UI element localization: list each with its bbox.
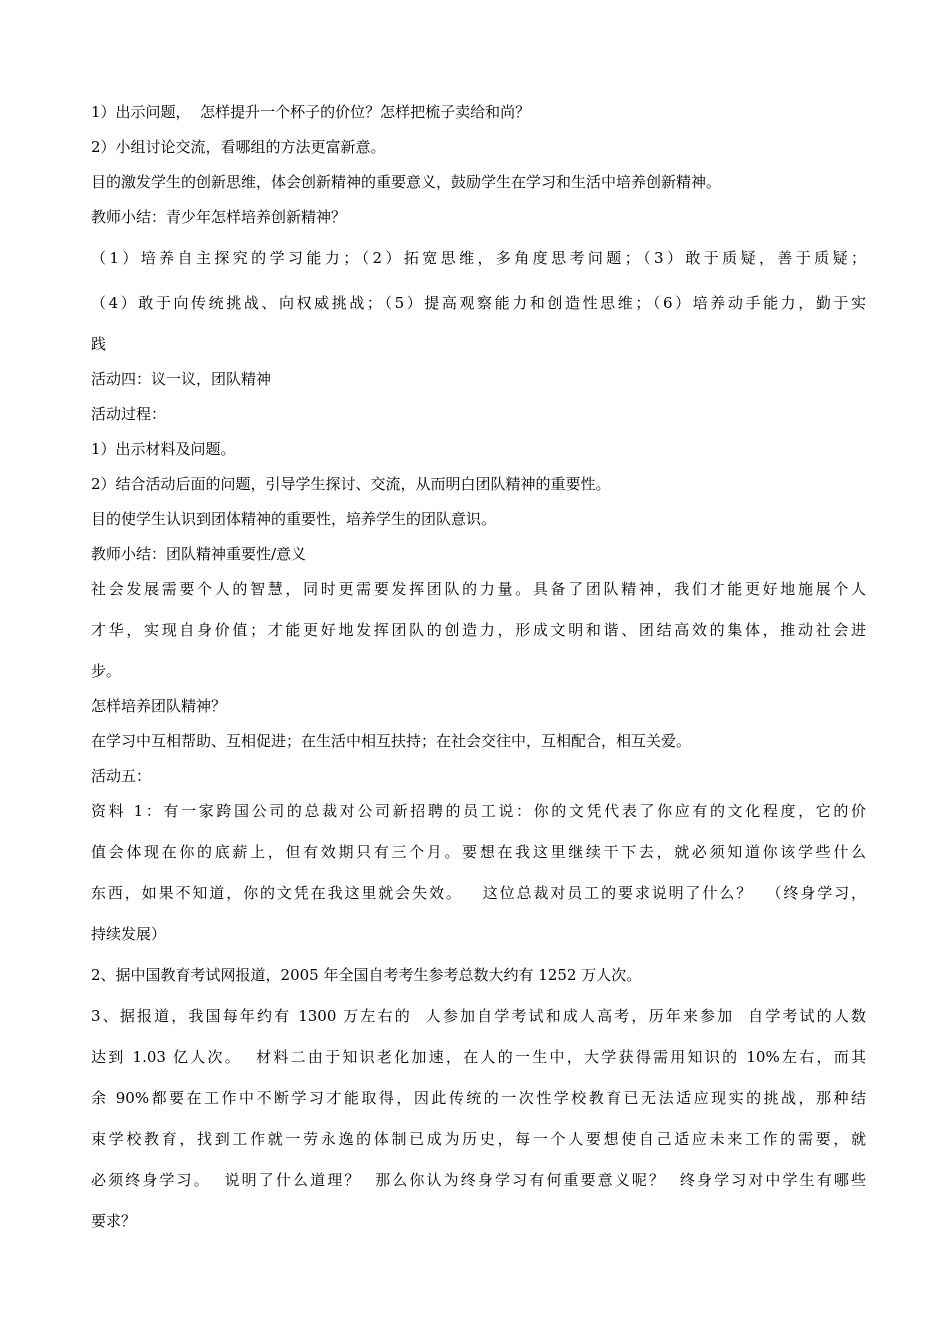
text-line: （4）敢于向传统挑战、向权威挑战；（5）提高观察能力和创造性思维；（6）培养动手能力，勤于实 — [91, 294, 866, 312]
text-line: 活动过程： — [91, 405, 167, 423]
text-line: 值会体现在你的底薪上，但有效期只有三个月。要想在我这里继续干下去，就必须知道你该学些什么 — [91, 843, 866, 861]
document-body — [91, 100, 866, 1233]
text-line: 践 — [91, 335, 107, 353]
text-line: 1）出示材料及问题。 — [91, 440, 236, 458]
text-line: 活动四：议一议，团队精神 — [91, 370, 272, 388]
text-line: 2、据中国教育考试网报道，2005 年全国自考考生参考总数大约有 1252 万人次。 — [91, 966, 642, 984]
text-line: 教师小结：团队精神重要性/意义 — [91, 545, 307, 563]
text-line: 教师小结：青少年怎样培养创新精神？ — [91, 208, 347, 226]
text-line: 余 90%都要在工作中不断学习才能取得，因此传统的一次性学校教育已无法适应现实的挑战，那种结 — [91, 1089, 866, 1107]
text-line: 怎样培养团队精神？ — [91, 697, 227, 715]
text-line: 持续发展） — [91, 925, 167, 943]
text-line: 步。 — [91, 662, 122, 680]
text-line: 活动五： — [91, 767, 152, 785]
text-line: （1）培养自主探究的学习能力；（2）拓宽思维，多角度思考问题；（3）敢于质疑，善于质疑； — [91, 249, 866, 267]
text-line: 必须终身学习。 说明了什么道理？ 那么你认为终身学习有何重要意义呢？ 终身学习对中学生有哪些 — [91, 1171, 866, 1189]
text-line: 3、据报道，我国每年约有 1300 万左右的 人参加自学考试和成人高考，历年来参加 自学考试的人数 — [91, 1007, 866, 1025]
text-line: 1）出示问题， 怎样提升一个杯子的价位？怎样把梳子卖给和尚？ — [91, 103, 531, 121]
text-line: 2）小组讨论交流，看哪组的方法更富新意。 — [91, 138, 386, 156]
text-line: 达到 1.03 亿人次。 材料二由于知识老化加速，在人的一生中，大学获得需用知识的 10%左右，而其 — [91, 1048, 866, 1066]
text-line: 2）结合活动后面的问题，引导学生探讨、交流，从而明白团队精神的重要性。 — [91, 475, 611, 493]
text-line: 目的使学生认识到团体精神的重要性，培养学生的团队意识。 — [91, 510, 497, 528]
text-line: 才华，实现自身价值；才能更好地发挥团队的创造力，形成文明和谐、团结高效的集体，推动社会进 — [91, 621, 866, 639]
text-line: 要求？ — [91, 1212, 137, 1230]
text-line: 东西，如果不知道，你的文凭在我这里就会失效。 这位总裁对员工的要求说明了什么？ （终身学习， — [91, 884, 866, 902]
text-line: 目的激发学生的创新思维，体会创新精神的重要意义，鼓励学生在学习和生活中培养创新精神。 — [91, 173, 722, 191]
text-line: 社会发展需要个人的智慧，同时更需要发挥团队的力量。具备了团队精神，我们才能更好地施展个人 — [91, 580, 866, 598]
text-line: 资料 1：有一家跨国公司的总裁对公司新招聘的员工说：你的文凭代表了你应有的文化程度，它的价 — [91, 802, 866, 820]
text-line: 在学习中互相帮助、互相促进；在生活中相互扶持；在社会交往中，互相配合，相互关爱。 — [91, 732, 692, 750]
text-line: 束学校教育，找到工作就一劳永逸的体制已成为历史，每一个人要想使自己适应未来工作的需要，就 — [91, 1130, 866, 1148]
